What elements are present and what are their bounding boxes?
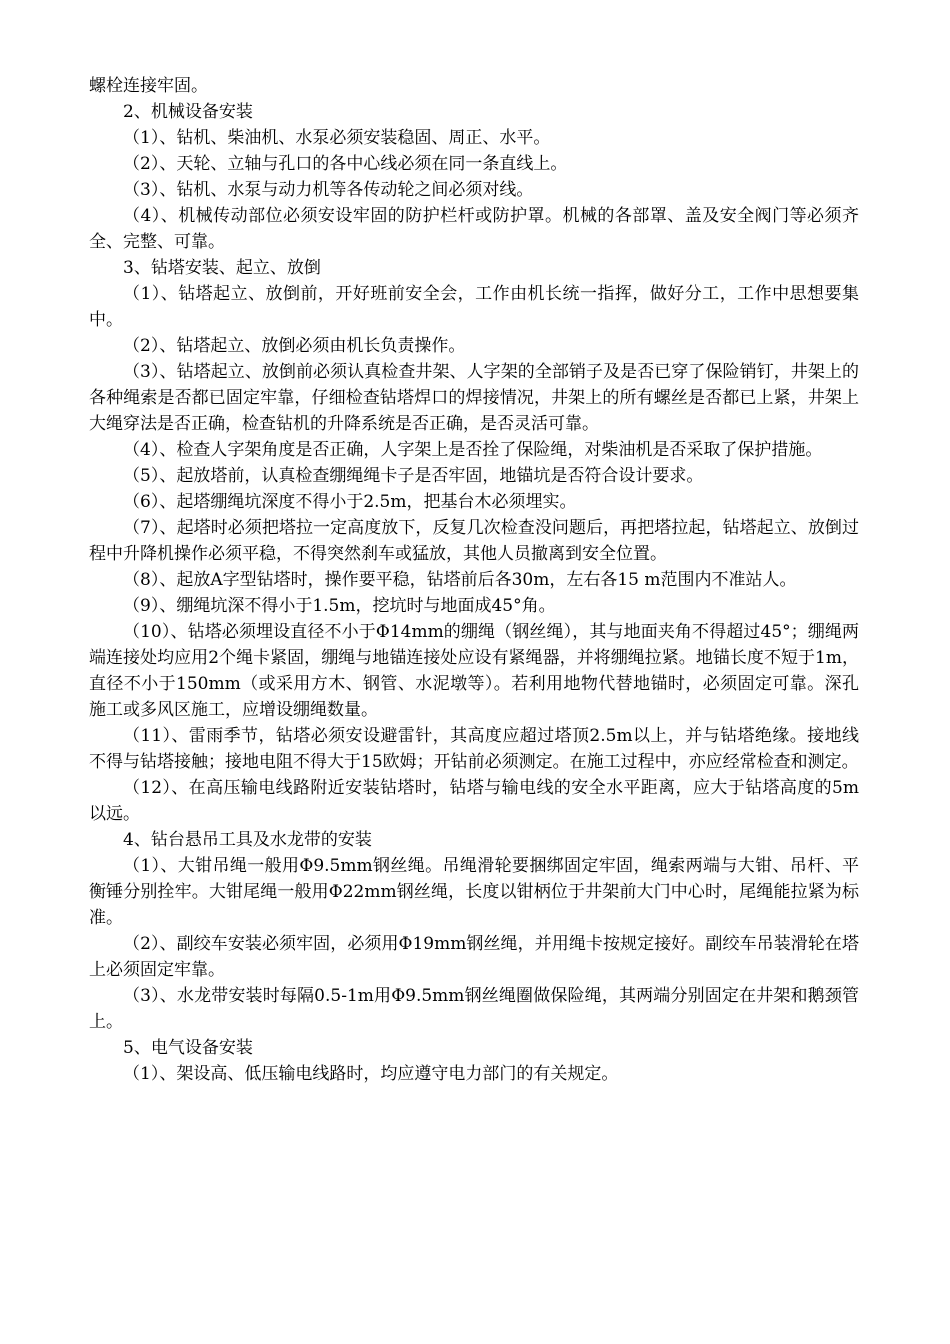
paragraph: （8）、起放A字型钻塔时，操作要平稳，钻塔前后各30m，左右各15 m范围内不准站人。 bbox=[123, 570, 797, 590]
paragraph: （9）、绷绳坑深不得小于1.5m，挖坑时与地面成45°角。 bbox=[123, 596, 556, 616]
paragraph: （4）、检查人字架角度是否正确，人字架上是否拴了保险绳，对柴油机是否采取了保护措施。 bbox=[123, 440, 823, 460]
paragraph: （1）、大钳吊绳一般用Φ9.5mm钢丝绳。吊绳滑轮要捆绑固定牢固，绳索两端与大钳、吊杆、平衡锤分别拴牢。大钳尾绳一般用Φ22mm钢丝绳，长度以钳柄位于井架前大门中心时，尾绳能拉紧为标准。 bbox=[89, 856, 859, 928]
paragraph: （2）、副绞车安装必须牢固，必须用Φ19mm钢丝绳，并用绳卡按规定接好。副绞车吊装滑轮在塔上必须固定牢靠。 bbox=[89, 934, 859, 980]
paragraph: （12）、在高压输电线路附近安装钻塔时，钻塔与输电线的安全水平距离，应大于钻塔高度的5m以远。 bbox=[89, 778, 859, 824]
section-heading: 2、机械设备安装 bbox=[123, 102, 253, 122]
paragraph: （7）、起塔时必须把塔拉一定高度放下，反复几次检查没问题后，再把塔拉起，钻塔起立、放倒过程中升降机操作必须平稳，不得突然刹车或猛放，其他人员撤离到安全位置。 bbox=[89, 518, 859, 564]
paragraph: （5）、起放塔前，认真检查绷绳绳卡子是否牢固，地锚坑是否符合设计要求。 bbox=[123, 466, 704, 486]
paragraph: （6）、起塔绷绳坑深度不得小于2.5m，把基台木必须埋实。 bbox=[123, 492, 577, 512]
paragraph: （1）、架设高、低压输电线路时，均应遵守电力部门的有关规定。 bbox=[123, 1064, 619, 1084]
section-heading: 5、电气设备安装 bbox=[123, 1038, 253, 1058]
paragraph: （1）、钻机、柴油机、水泵必须安装稳固、周正、水平。 bbox=[123, 128, 551, 148]
paragraph: （3）、钻机、水泵与动力机等各传动轮之间必须对线。 bbox=[123, 180, 534, 200]
paragraph: （1）、钻塔起立、放倒前，开好班前安全会，工作由机长统一指挥，做好分工，工作中思想要集中。 bbox=[89, 284, 859, 330]
section-heading: 3、钻塔安装、起立、放倒 bbox=[123, 258, 321, 278]
paragraph: （4）、机械传动部位必须安设牢固的防护栏杆或防护罩。机械的各部罩、盖及安全阀门等必须齐全、完整、可靠。 bbox=[89, 206, 859, 252]
document-body bbox=[89, 73, 859, 1087]
paragraph: （2）、钻塔起立、放倒必须由机长负责操作。 bbox=[123, 336, 466, 356]
paragraph: （11）、雷雨季节，钻塔必须安设避雷针，其高度应超过塔顶2.5m以上，并与钻塔绝缘。接地线不得与钻塔接触；接地电阻不得大于15欧姆；开钻前必须测定。在施工过程中，亦应经常检查和测定。 bbox=[89, 726, 859, 772]
paragraph: （3）、水龙带安装时每隔0.5-1m用Φ9.5mm钢丝绳圈做保险绳，其两端分别固定在井架和鹅颈管上。 bbox=[89, 986, 859, 1032]
paragraph: （3）、钻塔起立、放倒前必须认真检查井架、人字架的全部销子及是否已穿了保险销钉，井架上的各种绳索是否都已固定牢靠，仔细检查钻塔焊口的焊接情况，井架上的所有螺丝是否都已上紧，井架上大绳穿法是否正确，检查钻机的升降系统是否正确，是否灵活可靠。 bbox=[89, 362, 859, 434]
paragraph: 螺栓连接牢固。 bbox=[89, 76, 208, 96]
paragraph: （2）、天轮、立轴与孔口的各中心线必须在同一条直线上。 bbox=[123, 154, 568, 174]
paragraph: （10）、钻塔必须埋设直径不小于Φ14mm的绷绳（钢丝绳），其与地面夹角不得超过45°；绷绳两端连接处均应用2个绳卡紧固，绷绳与地锚连接处应设有紧绳器，并将绷绳拉紧。地锚长度不短于1m，直径不小于150mm（或采用方木、钢管、水泥墩等）。若利用地物代替地锚时，必须固定可靠。深孔施工或多风区施工，应增设绷绳数量。 bbox=[89, 622, 859, 720]
section-heading: 4、钻台悬吊工具及水龙带的安装 bbox=[123, 830, 372, 850]
